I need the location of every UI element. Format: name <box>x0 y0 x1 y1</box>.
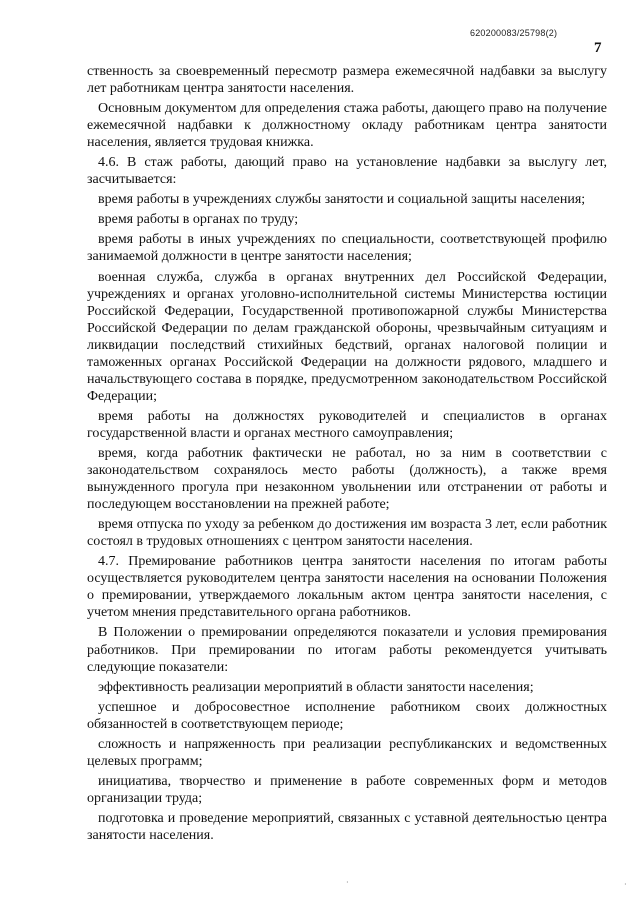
list-item: военная служба, служба в органах внутренних дел Российской Федерации, учреждениях и органах уголовно-исполнительной системы Министерства юстиции Российской Федерации, Государственной противопожарной службы Министерства Российской Федерации по делам гражданской обороны, чрезвычайным ситуациям и ликвидации последствий стихийных бедствий, органах налоговой полиции и таможенных органах Российской Федерации на должности рядового, младшего и начальствующего состава в порядке, предусмотренном законодательством Российской Федерации; <box>87 269 607 404</box>
list-item: время работы в учреждениях службы занятости и социальной защиты населения; <box>98 192 586 208</box>
scan-mark: · <box>624 880 627 889</box>
page-number: 7 <box>594 40 602 56</box>
paragraph-4-7: 4.7. Премирование работников центра занятости населения по итогам работы осуществляется руководителем центра занятости населения на основании Положения о премировании, утверждаемого локальным актом центра занятости населения, с учетом мнения представительного органа работников. <box>87 554 607 621</box>
paragraph-bonus-regulation: В Положении о премировании определяются показатели и условия премирования работников. При премировании по итогам работы рекомендуется учитывать следующие показатели: <box>87 625 607 675</box>
list-item: время, когда работник фактически не работал, но за ним в соответствии с законодательством сохранялось место работы (должность), а также время вынужденного прогула при незаконном увольнении или отстранении от работы и последующем восстановлении на прежней работе; <box>87 445 607 513</box>
document-body <box>87 63 607 844</box>
list-item: подготовка и проведение мероприятий, связанных с уставной деятельностью центра занятости населения. <box>87 810 607 843</box>
document-id: 620200083/25798(2) <box>470 28 558 38</box>
list-item: время работы в органах по труду; <box>98 212 299 228</box>
list-item: успешное и добросовестное исполнение работником своих должностных обязанностей в соответствующем периоде; <box>87 699 607 732</box>
list-item: сложность и напряженность при реализации республиканских и ведомственных целевых программ; <box>87 736 607 769</box>
paragraph-continuation: ственность за своевременный пересмотр размера ежемесячной надбавки за выслугу лет работникам центра занятости населения. <box>87 64 607 97</box>
list-item: инициатива, творчество и применение в работе современных форм и методов организации труда; <box>87 773 607 806</box>
paragraph-work-record: Основным документом для определения стажа работы, дающего право на получение ежемесячной надбавки к должностному окладу работникам центра занятости населения, является трудовая книжка. <box>87 101 607 151</box>
list-item: время отпуска по уходу за ребенком до достижения им возраста 3 лет, если работник состоял в трудовых отношениях с центром занятости населения. <box>87 517 607 550</box>
paragraph-4-6: 4.6. В стаж работы, дающий право на установление надбавки за выслугу лет, засчитывается: <box>87 155 607 188</box>
list-item: время работы в иных учреждениях по специальности, соответствующей профилю занимаемой должности в центре занятости населения; <box>87 232 607 265</box>
scan-mark: · <box>346 878 349 887</box>
list-item: время работы на должностях руководителей и специалистов в органах государственной власти и органах местного самоуправления; <box>87 408 607 441</box>
list-item: эффективность реализации мероприятий в области занятости населения; <box>98 679 534 695</box>
